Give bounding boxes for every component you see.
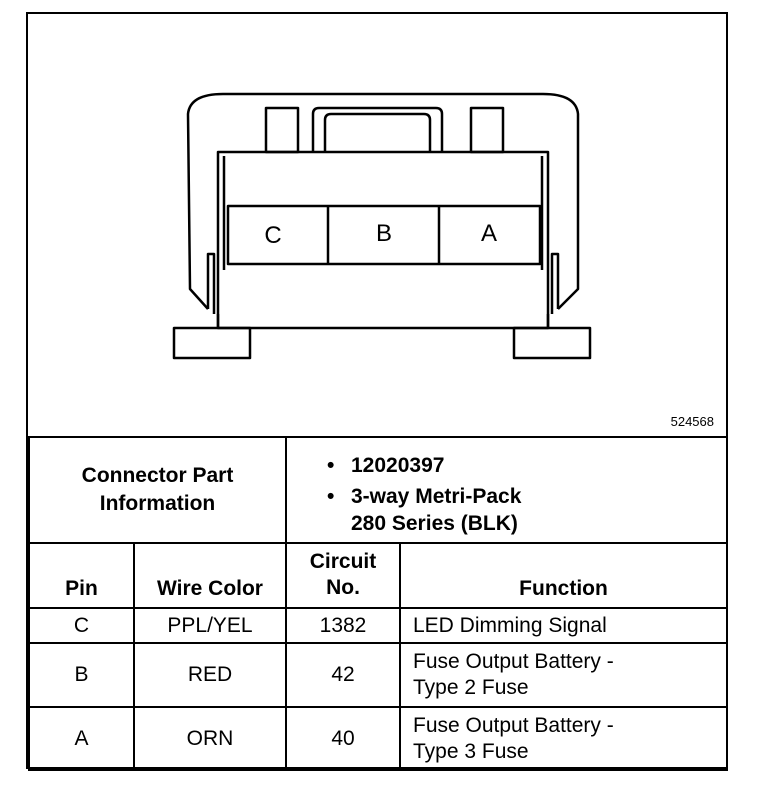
connector-diagram [28,14,726,436]
description-line1: 3-way Metri-Pack [351,485,522,508]
header-pin: Pin [29,543,134,608]
row-function-line2: Type 2 Fuse [413,676,529,699]
connector-info-label-line2: Information [99,492,216,515]
row-circuit: 40 [286,707,400,770]
row-function [400,608,727,643]
figure-id: 524568 [670,414,714,429]
header-circuit [286,543,400,608]
row-function [400,707,727,770]
table-row [29,608,727,643]
bullet-icon: • [327,485,335,508]
table-row [29,643,727,707]
row-function-line2: Type 3 Fuse [413,739,529,763]
part-number-item [327,452,726,479]
table-row [29,707,727,770]
connector-info-details [286,437,727,543]
row-function-line1: LED Dimming Signal [413,613,607,637]
description-item [327,483,726,537]
header-wire-color: Wire Color [134,543,286,608]
part-number: 12020397 [351,454,445,477]
pin-label-c: C [264,222,282,249]
header-circuit-line1: Circuit [309,550,377,573]
row-function-line1: Fuse Output Battery - [413,650,614,673]
connector-info-label [29,437,286,543]
row-wire-color: ORN [134,707,286,770]
bullet-icon: • [327,454,335,477]
row-wire-color: PPL/YEL [134,608,286,643]
row-wire-color: RED [134,643,286,707]
header-row [29,543,727,608]
description [351,483,521,537]
row-pin: C [29,608,134,643]
row-function-line1: Fuse Output Battery - [413,713,614,737]
row-circuit: 1382 [286,608,400,643]
header-circuit-line2: No. [326,576,360,599]
row-circuit: 42 [286,643,400,707]
connector-info-row [29,437,727,543]
connector-sheet [26,12,728,769]
pin-label-b: B [375,220,392,247]
description-line2: 280 Series (BLK) [351,512,518,535]
connector-table [28,436,728,771]
row-pin: A [29,707,134,770]
pin-label-a: A [480,220,497,247]
row-function [400,643,727,707]
header-function: Function [400,543,727,608]
connector-info-label-line1: Connector Part [81,464,234,487]
row-pin: B [29,643,134,707]
